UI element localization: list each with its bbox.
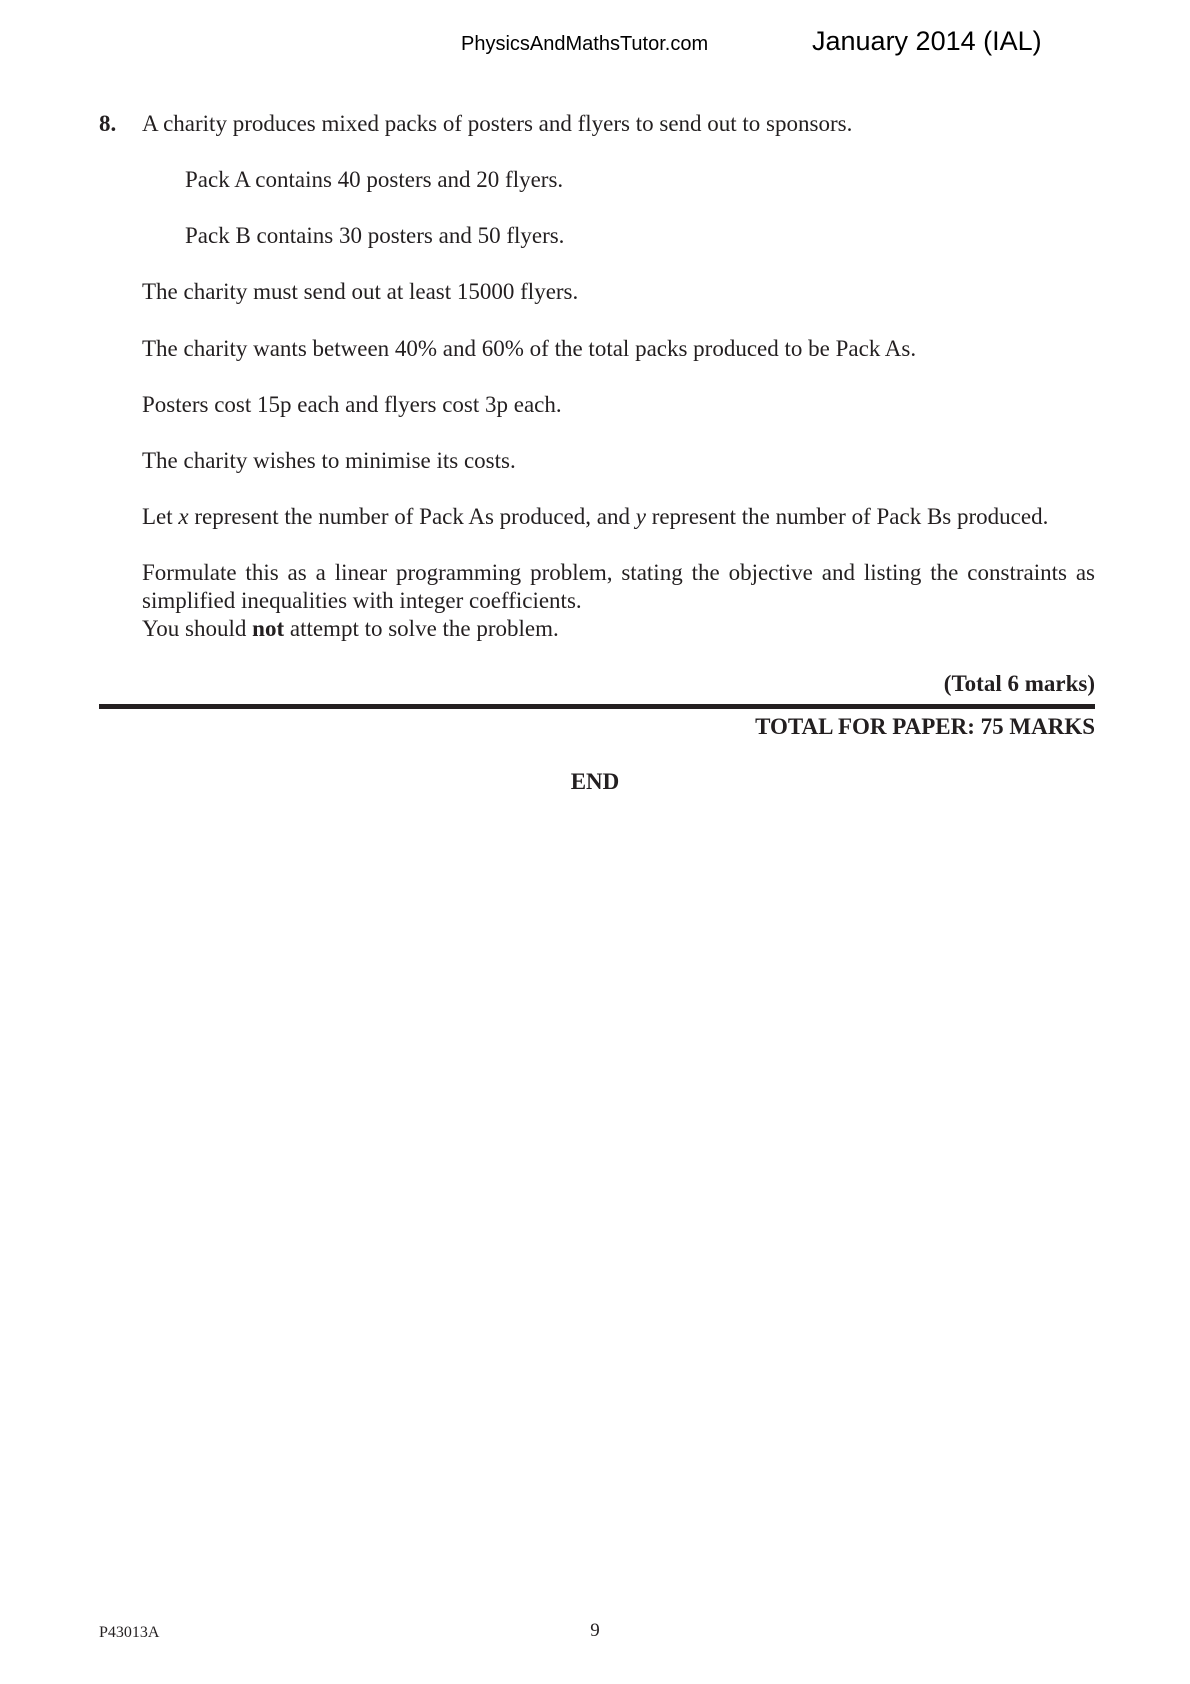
instruction-line-1: Formulate this as a linear programming problem, stating the objective and listing the constraints as bbox=[142, 560, 1095, 585]
variables-mid: represent the number of Pack As produced, and bbox=[188, 504, 636, 529]
question-intro: A charity produces mixed packs of posters and flyers to send out to sponsors. bbox=[142, 111, 853, 136]
footer-page-number: 9 bbox=[590, 1620, 600, 1641]
instruction-line-2: simplified inequalities with integer coefficients. bbox=[142, 588, 582, 613]
instruction-line-3-prefix: You should bbox=[142, 616, 253, 641]
end-label: END bbox=[570, 769, 620, 794]
pack-a-text: Pack A contains 40 posters and 20 flyers. bbox=[185, 167, 564, 192]
header-site: PhysicsAndMathsTutor.com bbox=[461, 33, 709, 55]
pack-b-text: Pack B contains 30 posters and 50 flyers. bbox=[185, 223, 565, 248]
footer-paper-code: P43013A bbox=[99, 1624, 160, 1641]
instruction-line-3 bbox=[142, 615, 1095, 643]
variables-suffix: represent the number of Pack Bs produced. bbox=[645, 504, 1049, 529]
variables-prefix: Let bbox=[142, 504, 179, 529]
question-marks: (Total 6 marks) bbox=[943, 671, 1095, 696]
instruction-line-3-suffix: attempt to solve the problem. bbox=[284, 616, 559, 641]
header-date: January 2014 (IAL) bbox=[812, 26, 1042, 56]
objective-note: The charity wishes to minimise its costs. bbox=[142, 448, 516, 473]
question-number: 8. bbox=[99, 111, 117, 136]
paper-total: TOTAL FOR PAPER: 75 MARKS bbox=[755, 714, 1095, 739]
instruction-paragraph bbox=[142, 559, 1095, 643]
instruction-not-emphasis: not bbox=[252, 616, 285, 641]
divider-rule bbox=[99, 704, 1095, 709]
pack-ratio-text: The charity wants between 40% and 60% of the total packs produced to be Pack As. bbox=[142, 336, 917, 361]
costs-text: Posters cost 15p each and flyers cost 3p each. bbox=[142, 392, 562, 417]
variable-x: x bbox=[178, 504, 189, 529]
flyers-requirement: The charity must send out at least 15000 flyers. bbox=[142, 279, 579, 304]
variables-definition bbox=[142, 503, 1048, 531]
variable-y: y bbox=[635, 504, 646, 529]
